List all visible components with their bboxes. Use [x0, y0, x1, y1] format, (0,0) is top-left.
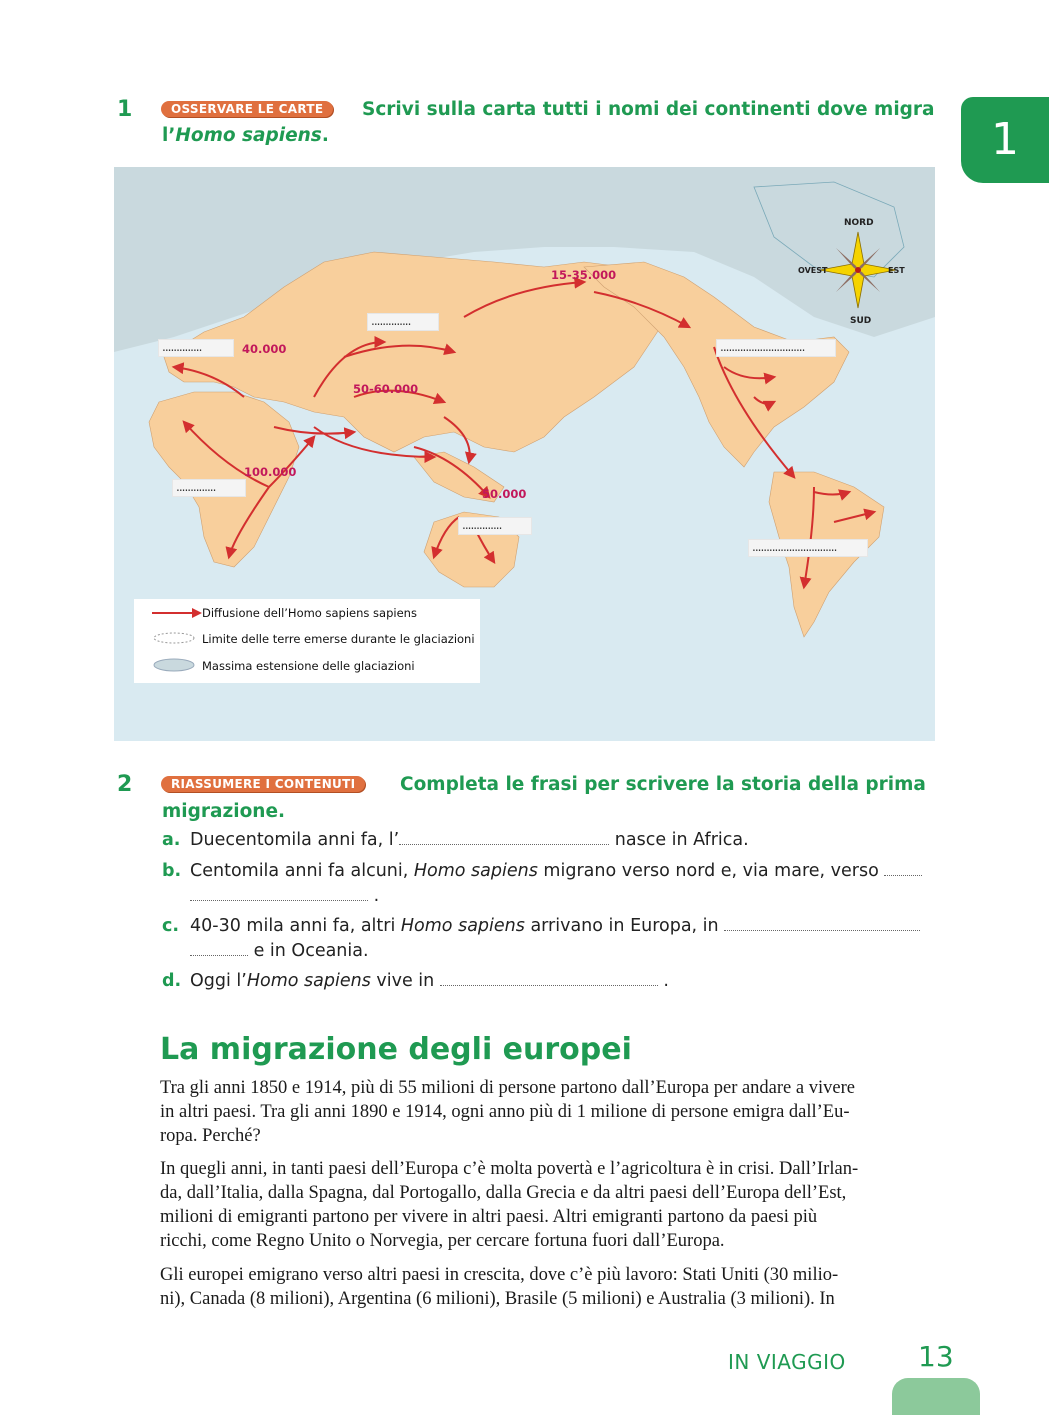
blank-asia[interactable]: .............. — [367, 313, 439, 331]
legend-item-glaciation: Massima estensione delle glaciazioni — [202, 659, 415, 673]
legend-arrow-icon — [152, 607, 202, 619]
sentence-c-cont: e in Oceania. — [190, 941, 369, 961]
blank-b1[interactable] — [884, 865, 922, 876]
blank-south-america[interactable]: .............................. — [748, 539, 868, 557]
blank-europe[interactable]: .............. — [158, 339, 234, 357]
legend-item-land-limit: Limite delle terre emerse durante le glaciazioni — [202, 632, 475, 646]
sentence-a: a. Duecentomila anni fa, l’ nasce in Africa. — [162, 830, 749, 850]
blank-oceania[interactable]: .............. — [458, 517, 532, 535]
blank-d[interactable] — [440, 975, 658, 986]
exercise-2-instruction-line1: Completa le frasi per scrivere la storia della prima — [400, 774, 926, 795]
date-label-bering: 15-35.000 — [551, 268, 617, 282]
exercise-1-instruction-line2: l’Homo sapiens. — [162, 125, 329, 146]
exercise-1-badge — [161, 98, 333, 117]
exercise-2-instruction-line2: migrazione. — [162, 801, 286, 822]
badge-label: RIASSUMERE I CONTENUTI — [161, 776, 365, 792]
blank-c2[interactable] — [190, 945, 248, 956]
sentence-d: d. Oggi l’Homo sapiens vive in . — [162, 971, 669, 991]
paragraph-3: Gli europei emigrano verso altri paesi in crescita, dove c’è più lavoro: Stati Uniti (30 milio- ni), Canada (8 milioni), Argentina (6 milioni), Brasile (5 milioni) e Australia (3 milioni). In — [160, 1265, 839, 1309]
sentence-b-cont: . — [190, 886, 379, 906]
blank-c1[interactable] — [724, 920, 920, 931]
map-legend — [134, 599, 480, 683]
section-title: La migrazione degli europei — [160, 1032, 632, 1067]
blank-north-america[interactable]: .............................. — [716, 339, 836, 357]
paragraph-2: In quegli anni, in tanti paesi dell’Europa c’è molta povertà e l’agricoltura è in crisi. Dall’Irlan- da, dall’Italia, dalla Spagna, dal Portogallo, dalla Grecia e da altri paesi dell’Europa dell’Est, milioni di emigranti partono per vivere in altri paesi. Altri emigranti partono da paesi più ricchi, come Regno Unito o Norvegia, per cercare fortuna fuori dall’Europa. — [160, 1159, 859, 1251]
chapter-tab: 1 — [961, 97, 1049, 183]
compass-east-label: EST — [888, 266, 905, 275]
compass-west-label: OVEST — [798, 266, 828, 275]
blank-a[interactable] — [399, 834, 609, 845]
compass-north-label: NORD — [844, 218, 874, 228]
sentence-b: b. Centomila anni fa alcuni, Homo sapiens migrano verso nord e, via mare, verso — [162, 861, 922, 881]
date-label-asia: 50-60.000 — [353, 382, 419, 396]
exercise-1-number: 1 — [117, 97, 133, 122]
paragraph-1: Tra gli anni 1850 e 1914, più di 55 milioni di persone partono dall’Europa per andare a vivere in altri paesi. Tra gli anni 1890 e 1914, ogni anno più di 1 milione di persone emigra dall’Eu- ropa. Perché? — [160, 1078, 855, 1146]
date-label-oceania: 50.000 — [482, 487, 527, 501]
legend-glaciation-icon — [152, 657, 196, 673]
blank-b2[interactable] — [190, 890, 368, 901]
legend-item-diffusion: Diffusione dell’Homo sapiens sapiens — [202, 606, 417, 620]
date-label-europe: 40.000 — [242, 342, 287, 356]
footer-book-title: IN VIAGGIO — [728, 1350, 846, 1374]
migration-map — [114, 167, 935, 741]
blank-africa[interactable]: .............. — [172, 479, 246, 497]
exercise-2-number: 2 — [117, 772, 133, 797]
date-label-africa: 100.000 — [244, 465, 297, 479]
sentence-c: c. 40-30 mila anni fa, altri Homo sapiens arrivano in Europa, in — [162, 916, 920, 936]
legend-land-limit-icon — [152, 631, 196, 645]
badge-label: OSSERVARE LE CARTE — [161, 101, 333, 117]
exercise-2-badge — [161, 773, 365, 792]
compass-south-label: SUD — [850, 316, 872, 326]
exercise-1-instruction-line1: Scrivi sulla carta tutti i nomi dei continenti dove migra — [362, 99, 935, 120]
page-number: 13 — [918, 1340, 954, 1373]
footer-tab-decoration — [892, 1378, 980, 1415]
